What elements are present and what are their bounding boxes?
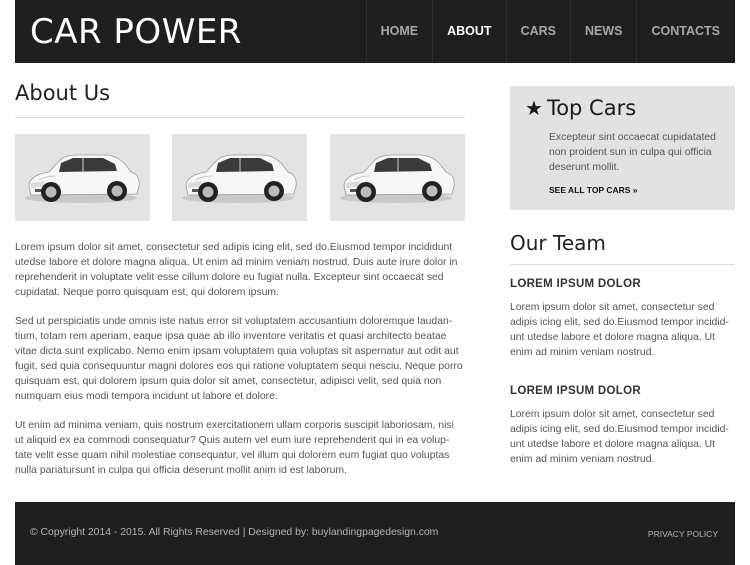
see-all-top-cars-link[interactable]: SEE ALL TOP CARS » (549, 185, 638, 195)
article-paragraph: Lorem ipsum dolor sit amet, consectetur sed adipis icing elit, sed do.Eiusmod tempor incididunt utedse labore et dolore magna aliqua. Ut enim ad minim veniam nostrud. Duis aute irure dolor in reprehenderit in voluptate velit esse cillum dolore eu fugiat nulla. Excepteur sint occaecat sed cupidatat. Neque porro quisquam est, qui dolorem ipsum. (15, 242, 458, 298)
top-cars-heading (525, 96, 636, 120)
article-paragraph: Sed ut perspiciatis unde omnis iste natus error sit voluptatem accusantium doloremque laudan-tium, totam rem aperiam, eaque ipsa quae ab illo inventore veritatis et quasi architecto beatae vitae dicta sunt explicabo. Nemo enim ipsam voluptatem quia voluptas sit aspernatur aut odit aut fugit, sed quia consequuntur magni dolores eos qui ratione voluptatem sequi nesciu. Neque porro quisquam est, qui dolorem ipsum quia dolor sit amet, consectetur, adipisci velit, sed quia non numquam eius modi tempora incidunt ut labore et dolore. (15, 316, 463, 402)
team-member (510, 278, 735, 360)
about-article (15, 240, 465, 492)
member-text: Lorem ipsum dolor sit amet, consectetur sed adipis icing elit, sed do.Eiusmod tempor incidid-unt utedse labore et dolore magna aliqua. Ut enim ad minim veniam nostrud. (510, 302, 729, 358)
nav-contacts[interactable]: CONTACTS (636, 0, 735, 63)
car-image (172, 134, 307, 221)
page-title: About Us (15, 81, 111, 105)
team-title: Our Team (510, 231, 606, 255)
car-image (15, 134, 150, 221)
privacy-policy-link[interactable]: PRIVACY POLICY (647, 529, 718, 539)
nav-home[interactable]: HOME (366, 0, 433, 63)
nav-cars[interactable]: CARS (506, 0, 570, 63)
star-icon: ★ (525, 96, 543, 120)
car-image (330, 134, 465, 221)
nav-about[interactable]: ABOUT (432, 0, 505, 63)
top-cars-panel (510, 86, 735, 210)
member-name: LOREM IPSUM DOLOR (510, 278, 641, 290)
car-gallery (15, 134, 465, 221)
car-thumbnail[interactable] (172, 134, 307, 221)
article-paragraph: Ut enim ad minima veniam, quis nostrum exercitationem ullam corporis suscipit laboriosam, nisi ut aliquid ex ea commodi consequatur? Quis autem vel eum iure reprehenderit qui in ea volup-tate velit esse quam nihil molestiae consequatur, vel illum qui dolorem eum fugiat quo voluptas nulla pariatursunt in culpa qui officia deserunt mollit anim id est laborum. (15, 420, 454, 476)
divider (510, 264, 735, 265)
car-thumbnail[interactable] (15, 134, 150, 221)
site-logo[interactable]: CAR POWER (30, 12, 242, 52)
team-member (510, 385, 735, 467)
main-nav (366, 0, 735, 63)
sidebar (510, 86, 735, 465)
divider (15, 117, 465, 118)
site-header (15, 0, 735, 63)
site-footer (15, 502, 735, 565)
top-cars-text: Excepteur sint occaecat cupidatated non proident sun in culpa qui officia deserunt mollit. (549, 132, 716, 173)
member-text: Lorem ipsum dolor sit amet, consectetur sed adipis icing elit, sed do.Eiusmod tempor incidid-unt utedse labore et dolore magna aliqua. Ut enim ad minim veniam nostrud. (510, 409, 729, 465)
car-thumbnail[interactable] (330, 134, 465, 221)
copyright-text: © Copyright 2014 - 2015. All Rights Reserved | Designed by: buylandingpagedesign.com (30, 527, 439, 538)
nav-news[interactable]: NEWS (570, 0, 637, 63)
top-cars-title: Top Cars (546, 96, 637, 120)
member-name: LOREM IPSUM DOLOR (510, 385, 641, 397)
